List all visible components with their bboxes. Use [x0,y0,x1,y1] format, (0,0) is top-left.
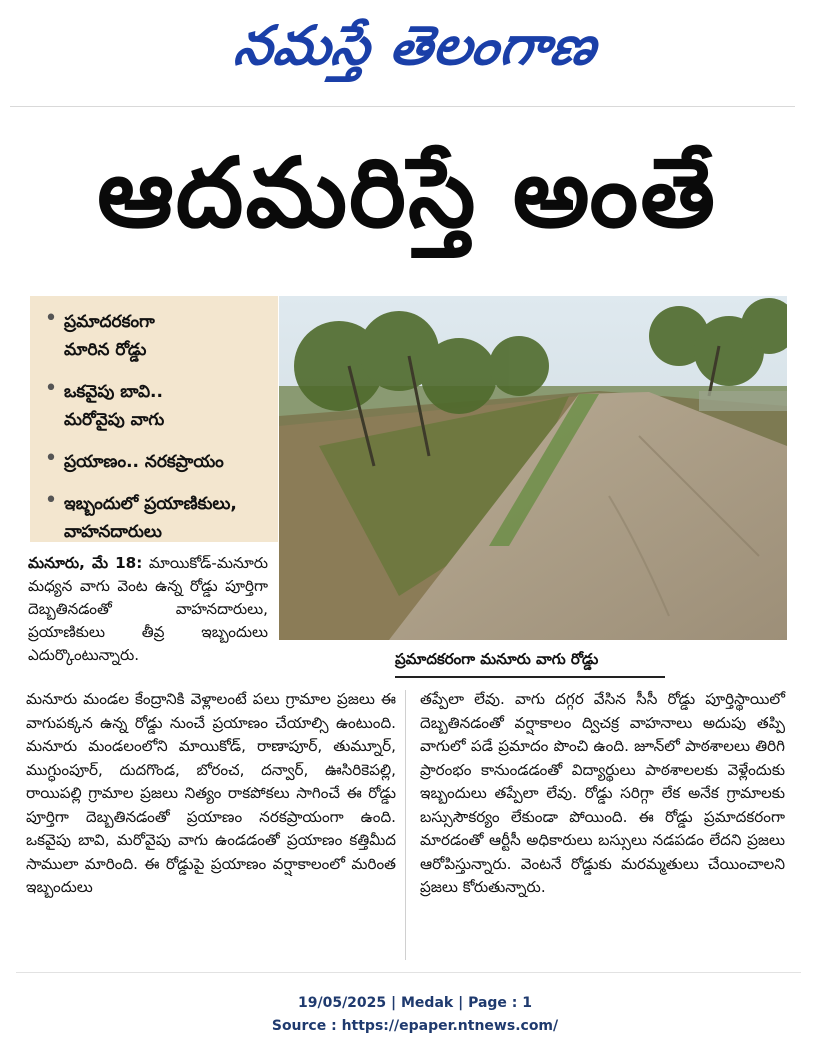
masthead [0,0,830,105]
bullet-icon: • [44,488,58,513]
bullet-icon: • [44,376,58,401]
highlight-item [38,378,270,434]
bullet-icon: • [44,306,58,331]
article-column-left: మనూరు మండల కేంద్రానికి వెళ్లాలంటే పలు గ్రామాల ప్రజలు ఈ వాగుపక్కన ఉన్న రోడ్డు నుంచే ప్రయాణం చేయాల్సి ఉంటుంది. మనూరు మండలంలోని మాయికోడ్, రాణాపూర్, తుమ్నూర్, ముగ్ధుంపూర్, దుదగొండ, బోరంచ, దన్వార్, ఊసిరికెపల్లి, రాయిపల్లి గ్రామాల ప్రజలు నిత్యం రాకపోకలు సాగించే ఈ రోడ్డు పూర్తిగా దెబ్బతినడంతో ప్రయాణం నరకప్రాయంగా ఉంది. ఒకవైపు బావి, మరోవైపు వాగు ఉండడంతో ప్రయాణం కత్తిమీద సాములా మారింది. ఈ రోడ్డుపై ప్రయాణం వర్షాకాలంలో మరింత ఇబ్బందులు [26,690,396,896]
highlight-text: ఇబ్బందులో ప్రయాణికులు, వాహనదారులు [64,494,237,542]
highlight-item [38,448,270,476]
photo-caption: ప్రమాదకరంగా మనూరు వాగు రోడ్డు [395,650,665,678]
news-photo [279,296,787,640]
source-link[interactable]: Source : https://epaper.ntnews.com/ [271,1018,559,1034]
masthead-divider [10,106,795,107]
bullet-icon: • [44,446,58,471]
highlights-box [30,296,278,542]
newspaper-logo: నమస్తే తెలంగాణ [230,14,602,77]
highlight-item [38,308,270,364]
highlight-text: ప్రమాదరకంగా మారిన రోడ్డు [64,312,155,360]
footer [0,992,830,1038]
highlight-text: ప్రయాణం.. నరకప్రాయం [64,452,224,472]
edition-info: 19/05/2025 | Medak | Page : 1 [297,995,533,1011]
footer-divider [16,972,801,973]
highlight-item [38,490,270,546]
dateline: మనూరు, మే 18: [28,554,143,572]
road-photo-illustration [279,296,787,640]
headline: ఆదమరిస్తే అంతే [97,137,717,249]
lead-text: మాయికోడ్-మనూరు మధ్యన వాగు వెంట ఉన్న రోడ్డు పూర్తిగా దెబ్బతినడంతో వాహనదారులు, ప్రయాణికులు తీవ్ర ఇబ్బందులు ఎదుర్కొంటున్నారు. [28,554,268,664]
column-divider [405,690,406,960]
highlight-text: ఒకవైపు బావి.. మరోవైపు వాగు [64,382,165,430]
article-column-right: తప్పేలా లేవు. వాగు దగ్గర వేసిన సీసీ రోడ్డు పూర్తిస్థాయిలో దెబ్బతినడంతో వర్షాకాలం ద్విచక్ర వాహనాలు అదుపు తప్పి వాగులో పడే ప్రమాదం పొంచి ఉంది. జూన్‌లో పాఠశాలలు తిరిగి ప్రారంభం కానుండడంతో విద్యార్థులు పాఠశాలలకు వెళ్లేందుకు ఇబ్బందులు తప్పేలా లేవు. రోడ్డు సరిగ్గా లేక అనేక గ్రామాలకు బస్సుసౌకర్యం లేకుండా పోయింది. ఈ రోడ్డు ప్రమాదకరంగా మారడంతో ఆర్టీసీ అధికారులు బస్సులు నడపడం లేదని ప్రజలు ఆరోపిస్తున్నారు. వెంటనే రోడ్డుకు మరమ్మతులు చేయించాలని ప్రజలు కోరుతున్నారు. [420,690,785,896]
article-lead [28,552,268,667]
